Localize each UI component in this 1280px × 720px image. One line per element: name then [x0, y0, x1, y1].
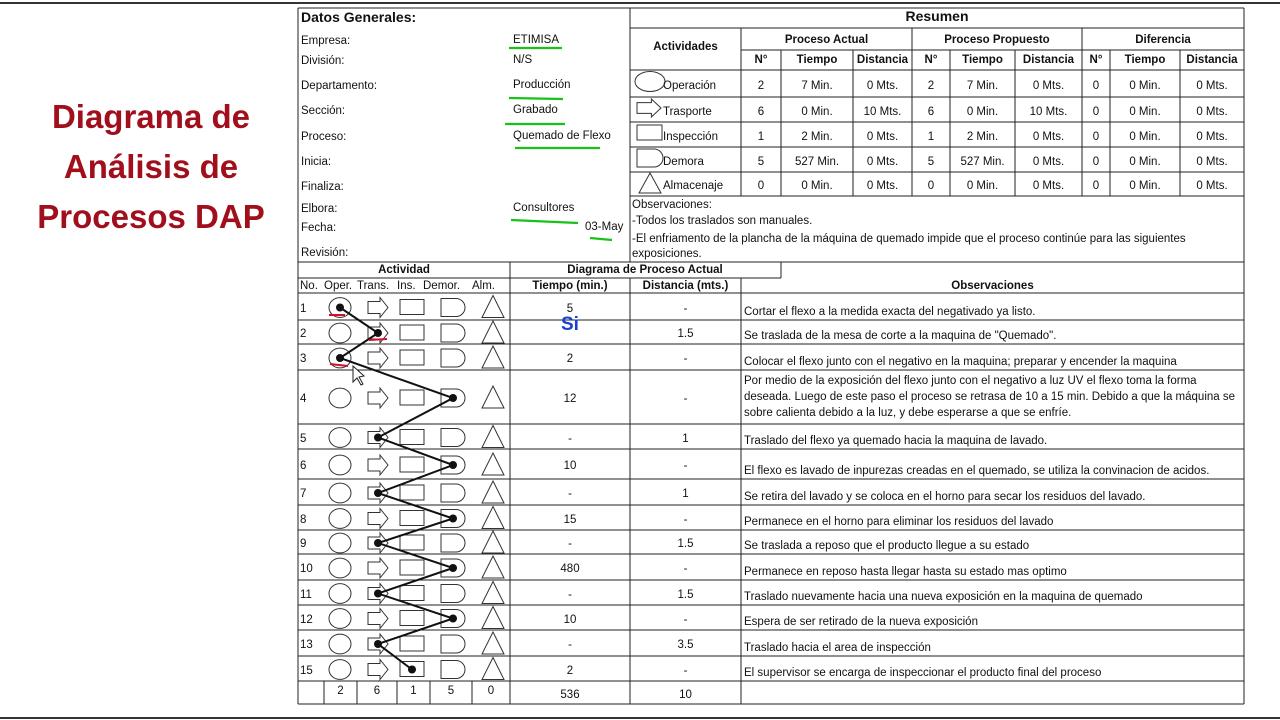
total-count-0: 2 — [337, 685, 344, 697]
inspection-icon — [400, 485, 424, 500]
total-count-1: 6 — [373, 685, 381, 697]
summary-cell-4-7: 0 Min. — [1129, 180, 1161, 192]
title-line-3: Procesos DAP — [37, 198, 265, 235]
row-obs-4: Traslado del flexo ya quemado hacia la maquina de lavado. — [744, 435, 1048, 447]
total-distancia: 10 — [679, 689, 692, 701]
detail-col-header-2: Trans. — [357, 280, 390, 292]
storage-icon — [482, 296, 504, 318]
summary-cell-2-4: 2 Min. — [966, 130, 999, 143]
summary-cell-4-0: 0 — [757, 180, 765, 192]
inspection-icon — [400, 611, 424, 626]
row-obs-11: Espera de ser retirado de la nueva exposición — [744, 616, 978, 628]
general-label-3: Sección: — [301, 105, 346, 117]
row-number-8: 9 — [300, 538, 307, 550]
storage-icon — [482, 346, 504, 368]
summary-cell-3-0: 5 — [757, 155, 765, 168]
activity-marker — [374, 329, 382, 337]
operation-icon — [329, 660, 351, 680]
activity-marker — [374, 539, 382, 547]
storage-icon — [482, 556, 504, 578]
storage-icon — [639, 173, 661, 193]
cursor-icon — [353, 366, 364, 385]
summary-cell-1-1: 0 Min. — [801, 105, 833, 118]
row-obs-2: Colocar el flexo junto con el negativo en la maquina; preparar y encender la maquina — [744, 356, 1177, 368]
summary-cell-1-5: 10 Mts. — [1029, 105, 1068, 118]
operation-icon — [329, 558, 351, 578]
summary-cell-2-0: 1 — [757, 130, 765, 143]
activity-marker — [449, 394, 457, 402]
summary-cell-1-3: 6 — [927, 105, 935, 118]
detail-col-header-5: Alm. — [472, 280, 495, 292]
inspection-icon — [400, 390, 424, 405]
row-obs-8: Se traslada a reposo que el producto llegue a su estado — [744, 540, 1030, 552]
group-header-0: Proceso Actual — [784, 34, 869, 46]
general-heading: Datos Generales: — [301, 9, 417, 25]
operation-icon — [329, 455, 351, 475]
summary-cell-2-1: 2 Min. — [801, 130, 833, 143]
operation-icon — [329, 323, 351, 343]
row-tiempo-5: 10 — [563, 460, 577, 472]
row-obs-10: Traslado nuevamente hacia una nueva exposición en la maquina de quemado — [744, 591, 1143, 603]
summary-heading: Resumen — [905, 8, 969, 24]
row-tiempo-0: 5 — [566, 302, 574, 315]
inspection-icon — [400, 511, 424, 526]
storage-icon — [482, 632, 504, 654]
row-obs-5: El flexo es lavado de inpurezas creadas en el quemado, se utiliza la convinacion de acidos. — [744, 465, 1210, 477]
subheader-2-0: N° — [1089, 54, 1103, 66]
row-distancia-9: - — [683, 563, 688, 575]
row-tiempo-13: 2 — [566, 664, 574, 677]
storage-icon — [482, 481, 504, 503]
summary-cell-2-5: 0 Mts. — [1032, 130, 1065, 143]
row-tiempo-4: - — [568, 432, 572, 445]
summary-cell-4-8: 0 Mts. — [1196, 180, 1228, 192]
green-underline — [590, 238, 612, 240]
general-label-0: Empresa: — [301, 35, 351, 47]
summary-cell-0-3: 2 — [927, 79, 935, 92]
row-number-2: 3 — [300, 353, 307, 365]
summary-cell-2-3: 1 — [927, 130, 935, 143]
inspection-icon — [637, 125, 662, 140]
transport-icon — [368, 609, 388, 629]
general-value-7: Consultores — [513, 202, 575, 214]
activity-marker — [336, 354, 344, 362]
row-number-5: 6 — [300, 460, 307, 472]
delay-icon — [441, 635, 465, 653]
row-number-1: 2 — [300, 328, 307, 340]
row-number-9: 10 — [300, 563, 313, 575]
operation-icon — [329, 483, 351, 503]
operation-icon — [635, 72, 665, 92]
general-label-7: Elbora: — [301, 203, 338, 215]
delay-icon — [441, 324, 465, 342]
summary-cell-3-6: 0 — [1092, 155, 1100, 168]
summary-activity-1: Trasporte — [663, 105, 712, 118]
row-tiempo-10: - — [568, 588, 572, 601]
inspection-icon — [400, 350, 424, 365]
summary-cell-1-4: 0 Min. — [966, 105, 999, 118]
summary-cell-3-5: 0 Mts. — [1032, 155, 1065, 168]
storage-icon — [482, 426, 504, 448]
detail-col-header-0: No. — [300, 280, 318, 292]
summary-cell-2-6: 0 — [1092, 130, 1100, 143]
summary-cell-3-2: 0 Mts. — [866, 155, 899, 168]
general-value-8: 03-May — [585, 221, 624, 233]
general-value-1: N/S — [513, 54, 533, 66]
general-label-1: División: — [301, 55, 345, 67]
activities-header: Actividades — [653, 41, 718, 53]
operation-icon — [329, 533, 351, 553]
row-distancia-0: - — [683, 302, 688, 315]
transport-icon — [368, 558, 388, 578]
summary-cell-3-1: 527 Min. — [794, 155, 840, 168]
storage-icon — [482, 386, 504, 408]
summary-cell-0-6: 0 — [1092, 79, 1100, 92]
row-tiempo-9: 480 — [560, 563, 580, 575]
summary-cell-4-5: 0 Mts. — [1032, 180, 1065, 192]
summary-cell-0-1: 7 Min. — [801, 79, 833, 92]
transport-icon — [637, 99, 661, 117]
inspection-icon — [400, 636, 424, 651]
red-tick — [369, 339, 387, 340]
subheader-2-1: Tiempo — [1124, 54, 1166, 66]
summary-cell-1-7: 0 Min. — [1129, 105, 1161, 118]
detail-col-header-4: Demor. — [423, 280, 461, 292]
general-label-6: Finaliza: — [301, 181, 344, 193]
activity-marker — [374, 640, 382, 648]
row-tiempo-3: 12 — [563, 393, 577, 405]
delay-icon — [637, 149, 663, 167]
summary-cell-4-3: 0 — [927, 180, 935, 192]
inspection-icon — [400, 300, 424, 315]
storage-icon — [482, 453, 504, 475]
activity-marker — [449, 564, 457, 572]
row-obs-12: Traslado hacia el area de inspección — [744, 642, 931, 654]
summary-cell-4-6: 0 — [1092, 180, 1100, 192]
row-distancia-10: 1.5 — [677, 588, 694, 601]
summary-cell-4-2: 0 Mts. — [866, 180, 899, 192]
row-obs-9: Permanece en reposo hasta llegar hasta su estado mas optimo — [744, 566, 1067, 578]
summary-cell-1-0: 6 — [757, 105, 765, 118]
summary-activity-3: Demora — [663, 155, 704, 168]
row-number-12: 13 — [300, 639, 313, 651]
inspection-icon — [400, 560, 424, 575]
detail-col-header-1: Oper. — [324, 280, 353, 292]
row-tiempo-2: 2 — [566, 353, 574, 365]
general-label-9: Revisión: — [301, 247, 349, 259]
inspection-icon — [400, 535, 424, 550]
summary-cell-0-5: 0 Mts. — [1032, 79, 1065, 92]
detail-col-header-8: Observaciones — [951, 280, 1034, 292]
inspection-icon — [400, 325, 424, 340]
summary-cell-2-8: 0 Mts. — [1196, 130, 1228, 143]
summary-cell-0-8: 0 Mts. — [1196, 79, 1228, 92]
operation-icon — [329, 509, 351, 529]
summary-cell-2-2: 0 Mts. — [866, 130, 899, 143]
row-distancia-8: 1.5 — [677, 538, 694, 550]
detail-col-header-7: Distancia (mts.) — [642, 280, 729, 292]
transport-icon — [368, 388, 388, 408]
row-distancia-4: 1 — [682, 432, 689, 445]
storage-icon — [482, 582, 504, 604]
row-distancia-5: - — [683, 460, 688, 472]
delay-icon — [441, 661, 465, 679]
activity-marker — [374, 434, 382, 442]
row-obs-1: Se traslada de la mesa de corte a la maquina de "Quemado". — [744, 330, 1057, 342]
subheader-1-2: Distancia — [1022, 54, 1075, 66]
row-obs-3: Por medio de la exposición del flexo junto con el negativo a luz UV el flexo toma la forma deseada. Luego de este paso el proceso se retrasa de 10 a 15 min. Debido a que la máquina se sobre calienta debido a la luz, y debe esperarse a que se enfríe. — [744, 375, 1236, 419]
delay-icon — [441, 534, 465, 552]
total-count-2: 1 — [410, 685, 417, 697]
general-value-4: Quemado de Flexo — [513, 130, 611, 142]
summary-cell-3-7: 0 Min. — [1129, 155, 1161, 168]
transport-icon — [368, 298, 388, 318]
summary-cell-0-7: 0 Min. — [1129, 79, 1161, 92]
summary-cell-0-2: 0 Mts. — [866, 79, 899, 92]
transport-icon — [368, 660, 388, 680]
subheader-1-0: N° — [924, 54, 938, 66]
summary-cell-1-2: 10 Mts. — [863, 105, 902, 118]
row-distancia-11: - — [683, 613, 688, 626]
row-distancia-2: - — [683, 353, 688, 365]
summary-cell-0-0: 2 — [757, 79, 765, 92]
transport-icon — [368, 348, 388, 368]
row-obs-13: El supervisor se encarga de inspeccionar el producto final del proceso — [744, 667, 1102, 679]
transport-icon — [368, 455, 388, 475]
row-obs-0: Cortar el flexo a la medida exacta del negativado ya listo. — [744, 306, 1036, 318]
row-tiempo-12: - — [568, 639, 572, 651]
summary-cell-2-7: 0 Min. — [1129, 130, 1161, 143]
subheader-2-2: Distancia — [1186, 54, 1238, 66]
summary-cell-1-8: 0 Mts. — [1196, 105, 1228, 118]
green-underline — [511, 220, 578, 223]
total-count-4: 0 — [487, 685, 495, 697]
inspection-icon — [400, 430, 424, 445]
activity-marker — [449, 615, 457, 623]
storage-icon — [482, 531, 504, 553]
summary-cell-3-3: 5 — [927, 155, 935, 168]
actividad-header: Actividad — [378, 264, 430, 276]
operation-icon — [329, 584, 351, 604]
summary-observation-1: -El enfriamento de la plancha de la máquina de quemado impide que el proceso continúe para las siguientes exposiciones. — [632, 233, 1186, 260]
general-label-4: Proceso: — [301, 131, 347, 143]
storage-icon — [482, 507, 504, 529]
operation-icon — [329, 634, 351, 654]
delay-icon — [441, 349, 465, 367]
detail-col-header-6: Tiempo (min.) — [532, 280, 608, 292]
summary-observation-0: -Todos los traslados son manuales. — [632, 215, 813, 227]
delay-icon — [441, 429, 465, 447]
general-label-2: Departamento: — [301, 80, 378, 92]
delay-icon — [441, 484, 465, 502]
summary-cell-4-4: 0 Min. — [966, 180, 999, 192]
row-number-7: 8 — [300, 513, 307, 526]
row-number-3: 4 — [300, 393, 307, 405]
activity-marker — [408, 666, 416, 674]
activity-marker — [374, 489, 382, 497]
transport-icon — [368, 509, 388, 529]
green-underline — [509, 98, 563, 99]
storage-icon — [482, 607, 504, 629]
subheader-0-2: Distancia — [856, 54, 909, 66]
activity-marker — [449, 515, 457, 523]
subheader-0-1: Tiempo — [796, 54, 838, 66]
general-label-5: Inicia: — [301, 156, 332, 168]
handwritten-annotation: Si — [561, 314, 579, 335]
summary-activity-4: Almacenaje — [663, 180, 724, 192]
general-label-8: Fecha: — [301, 222, 337, 234]
row-tiempo-6: - — [568, 488, 572, 500]
storage-icon — [482, 658, 504, 680]
row-distancia-7: - — [683, 513, 688, 526]
row-number-0: 1 — [300, 302, 307, 315]
row-obs-7: Permanece en el horno para eliminar los residuos del lavado — [744, 516, 1054, 528]
total-tiempo: 536 — [560, 689, 580, 701]
activity-marker — [336, 304, 344, 312]
diagram-header: Diagrama de Proceso Actual — [567, 264, 723, 276]
row-distancia-13: - — [683, 664, 688, 677]
summary-cell-4-1: 0 Min. — [801, 180, 833, 192]
summary-observations-title: Observaciones: — [632, 199, 712, 211]
summary-cell-3-4: 527 Min. — [960, 155, 1005, 168]
group-header-2: Diferencia — [1135, 34, 1191, 46]
operation-icon — [329, 388, 351, 408]
summary-cell-0-4: 7 Min. — [966, 79, 999, 92]
inspection-icon — [400, 586, 424, 601]
row-number-4: 5 — [300, 432, 307, 445]
detail-col-header-3: Ins. — [397, 280, 416, 292]
row-distancia-3: - — [683, 393, 688, 405]
summary-activity-0: Operación — [663, 79, 717, 92]
inspection-icon — [400, 457, 424, 472]
storage-icon — [482, 321, 504, 343]
general-value-0: ETIMISA — [513, 34, 560, 46]
row-distancia-6: 1 — [682, 488, 689, 500]
summary-activity-2: Inspección — [663, 130, 718, 143]
activity-marker — [374, 590, 382, 598]
delay-icon — [441, 585, 465, 603]
row-number-10: 11 — [300, 588, 312, 601]
row-obs-6: Se retira del lavado y se coloca en el horno para secar los residuos del lavado. — [744, 491, 1146, 503]
process-flow-line — [340, 308, 453, 670]
general-value-2: Producción — [513, 79, 571, 91]
row-distancia-1: 1.5 — [677, 328, 694, 340]
row-number-11: 12 — [300, 613, 313, 626]
operation-icon — [329, 609, 351, 629]
group-header-1: Proceso Propuesto — [944, 34, 1050, 46]
row-distancia-12: 3.5 — [677, 639, 694, 651]
summary-cell-1-6: 0 — [1092, 105, 1100, 118]
subheader-0-0: N° — [754, 54, 768, 66]
title-line-2: Análisis de — [63, 148, 239, 185]
summary-cell-3-8: 0 Mts. — [1196, 155, 1228, 168]
row-tiempo-7: 15 — [563, 513, 577, 526]
row-number-13: 15 — [300, 664, 313, 677]
general-value-3: Grabado — [513, 104, 558, 116]
delay-icon — [441, 299, 465, 317]
activity-marker — [449, 461, 457, 469]
row-tiempo-8: - — [568, 538, 572, 550]
total-count-3: 5 — [447, 685, 455, 697]
title-line-1: Diagrama de — [51, 98, 251, 135]
subheader-1-1: Tiempo — [962, 54, 1003, 66]
operation-icon — [329, 428, 351, 448]
row-number-6: 7 — [300, 488, 307, 500]
row-tiempo-11: 10 — [563, 613, 577, 626]
